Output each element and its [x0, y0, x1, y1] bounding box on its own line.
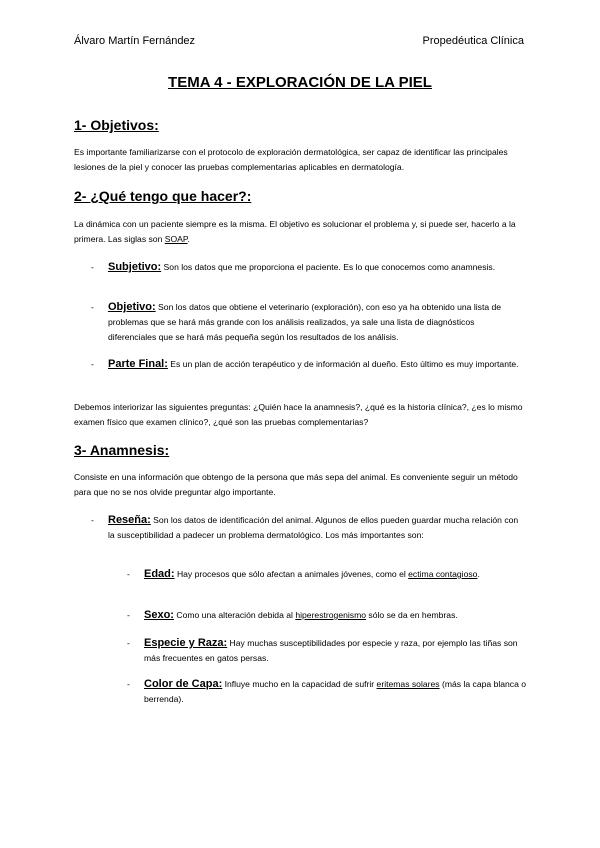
- item-label: Sexo:: [144, 609, 174, 621]
- header-subject: Propedéutica Clínica: [422, 35, 524, 47]
- section-2-intro: [74, 217, 526, 247]
- section-2-intro-text: La dinámica con un paciente siempre es la misma. El objetivo es solucionar el problema y, si puede ser, hacerlo a la primera. Las siglas son: [74, 219, 516, 244]
- section-1-text: Es importante familiarizarse con el protocolo de exploración dermatológica, ser capaz de identificar las principales lesiones de la piel y conocer las pruebas complementarias aplicables en dermatología.: [74, 147, 508, 172]
- bullet-dash: -: [91, 302, 94, 312]
- section-3-intro: Consiste en una información que obtengo de la persona que más sepa del animal. Es conveniente seguir un método para que no se nos olvide preguntar algo importante.: [74, 472, 518, 497]
- item-text: Es un plan de acción terapéutico y de información al dueño. Esto último es muy importante.: [167, 359, 519, 369]
- header-author: Álvaro Martín Fernández: [74, 35, 196, 47]
- bullet-dash: -: [127, 610, 130, 620]
- item-text-end: .: [477, 569, 480, 579]
- item-label: Parte Final:: [108, 358, 168, 370]
- bullet-dash: -: [127, 569, 130, 579]
- bullet-dash: -: [127, 638, 130, 648]
- ectima-link[interactable]: ectima contagioso: [408, 569, 478, 579]
- bullet-dash: -: [91, 515, 94, 525]
- document-title: TEMA 4 - EXPLORACIÓN DE LA PIEL: [168, 74, 432, 91]
- item-text: Como una alteración debida al: [173, 610, 296, 620]
- item-label: Subjetivo:: [108, 261, 162, 273]
- item-text: Son los datos de identificación del animal. Algunos de ellos pueden guardar mucha relación con la susceptibilidad a padecer un problema dermatológico. Los más importantes son:: [108, 515, 519, 540]
- item-text-end: (más la capa blanca o berrenda).: [144, 679, 527, 704]
- section-3-heading: 3- Anamnesis:: [74, 442, 170, 458]
- item-text: Son los datos que me proporciona el paciente. Es lo que conocemos como anamnesis.: [161, 262, 496, 272]
- item-text: Son los datos que obtiene el veterinario (exploración), con eso ya ha obtenido una lista de problemas que se hará más grande con los análisis realizados, ya sale una lista de diagnósticos diferenciales que se hará más pequeña según los resultados de los análisis.: [108, 302, 502, 342]
- item-label: Especie y Raza:: [144, 637, 228, 649]
- section-1-heading: 1- Objetivos:: [74, 117, 159, 133]
- item-text-end: sólo se da en hembras.: [366, 610, 458, 620]
- soap-link[interactable]: SOAP: [164, 234, 188, 244]
- item-label: Color de Capa:: [144, 678, 223, 690]
- section-2-heading: 2- ¿Qué tengo que hacer?:: [74, 188, 252, 204]
- item-text: Hay muchas susceptibilidades por especie y raza, por ejemplo las tiñas son más frecuentes en gatos persas.: [144, 638, 518, 663]
- bullet-dash: -: [127, 679, 130, 689]
- section-2-intro-end: .: [187, 234, 190, 244]
- item-label: Edad:: [144, 568, 175, 580]
- eritemas-link[interactable]: eritemas solares: [376, 679, 440, 689]
- item-label: Reseña:: [108, 514, 151, 526]
- item-label: Objetivo:: [108, 301, 156, 313]
- bullet-dash: -: [91, 262, 94, 272]
- hiperestrogenismo-link[interactable]: hiperestrogenismo: [295, 610, 367, 620]
- item-text: Influye mucho en la capacidad de sufrir: [222, 679, 377, 689]
- item-text: Hay procesos que sólo afectan a animales jóvenes, como el: [174, 569, 409, 579]
- bullet-dash: -: [91, 359, 94, 369]
- section-2-closing: Debemos interiorizar las siguientes preguntas: ¿Quién hace la anamnesis?, ¿qué es la historia clínica?, ¿es lo mismo examen físico que examen clínico?, ¿qué son las pruebas complementarias?: [74, 402, 523, 427]
